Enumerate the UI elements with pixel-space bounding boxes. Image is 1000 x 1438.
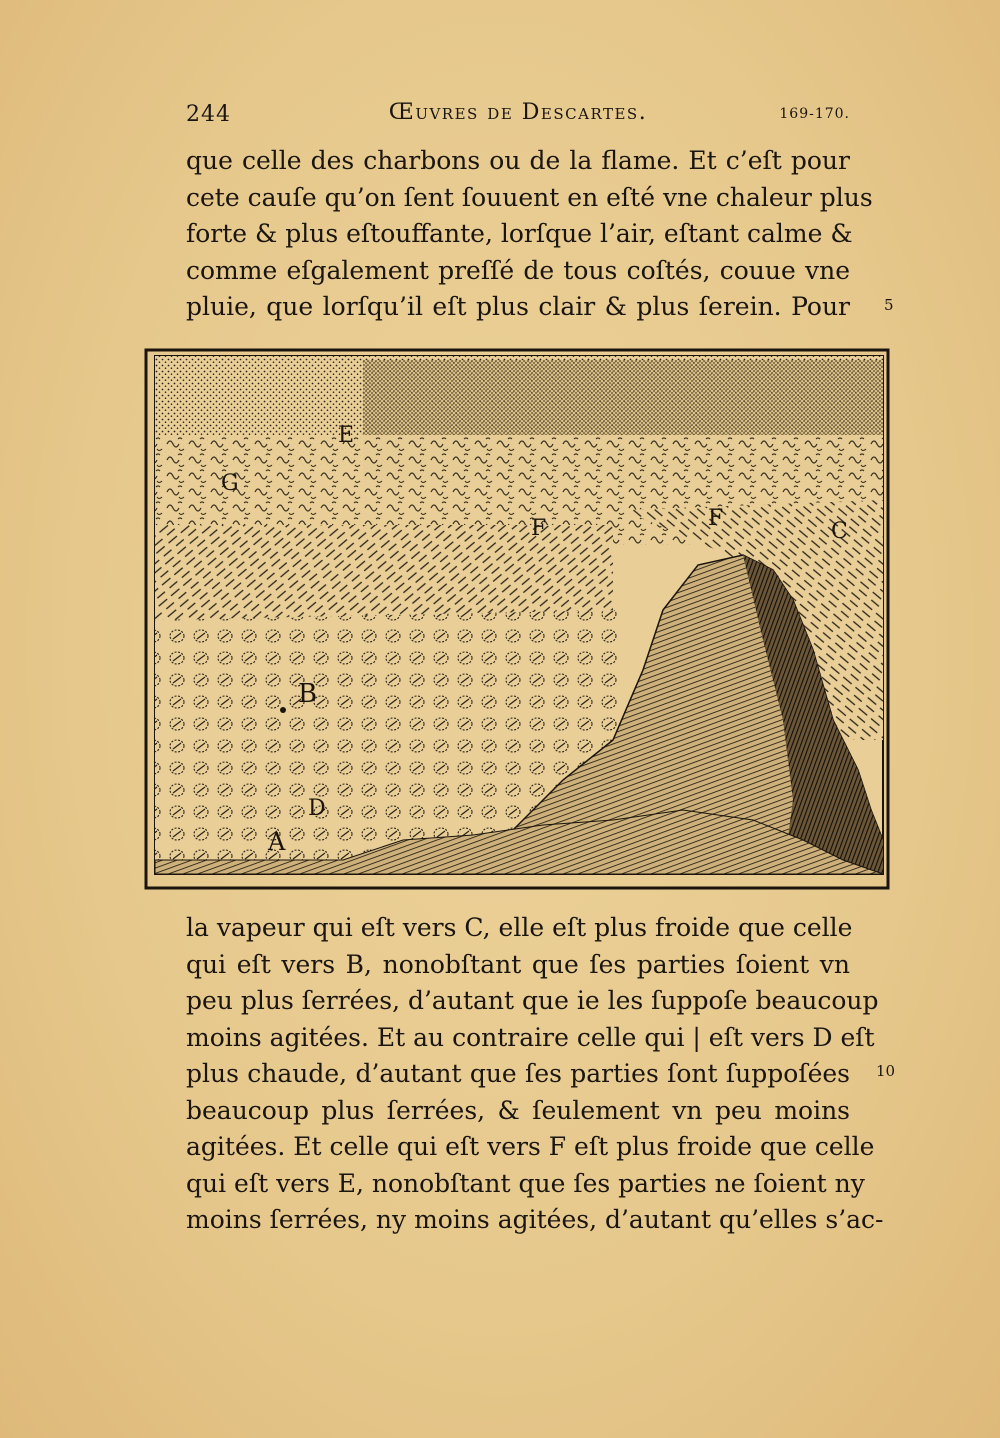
label-f-right: F [708, 506, 724, 531]
text-line: qui eſt vers B, nonobſtant que ſes parties ſoient vn [186, 949, 850, 979]
text-line: la vapeur qui eſt vers C, elle eſt plus froide que celle [186, 913, 853, 942]
label-d: D [308, 796, 326, 821]
label-e: E [338, 423, 355, 448]
label-g: G [221, 471, 239, 496]
text-line: que celle des charbons ou de la flame. Et c’eſt pour [186, 146, 850, 175]
text-line: agitées. Et celle qui eſt vers F eſt plus froide que celle [186, 1132, 875, 1161]
running-title: Œuvres de Descartes. [388, 100, 648, 125]
text-line: peu plus ſerrées, d’autant que ie les ſuppoſe beaucoup [186, 986, 879, 1015]
text-line: cete cauſe qu’on ſent ſouuent en eſté vne chaleur plus [186, 182, 873, 212]
text-line: comme eſgalement preſſé de tous coſtés, couue vne [186, 255, 850, 285]
label-b: B [298, 679, 318, 709]
label-c: C [831, 519, 848, 544]
text-line: moins ſerrées, ny moins agitées, d’autant qu’elles s’ac- [186, 1205, 884, 1234]
running-header [186, 98, 850, 132]
line-number-5: 5 [884, 296, 894, 314]
line-number-10: 10 [876, 1062, 896, 1080]
engraving-figure [143, 340, 891, 894]
text-line: moins agitées. Et au contraire celle qui | eſt vers D eſt [186, 1022, 875, 1052]
text-block-top [186, 143, 873, 326]
point-b [280, 707, 286, 713]
vapor-mountain-engraving [143, 340, 891, 894]
text-line: plus chaude, d’autant que ſes parties ſont ſuppoſées [186, 1059, 850, 1088]
text-line: qui eſt vers E, nonobſtant que ſes parties ne ſoient ny [186, 1168, 865, 1198]
label-f-left: F [531, 516, 547, 541]
text-block-bottom [186, 910, 884, 1239]
page-number: 244 [186, 102, 231, 127]
text-line: beaucoup plus ſerrées, & ſeulement vn peu moins [186, 1095, 850, 1125]
text-line: forte & plus eſtouffante, lorſque l’air, eſtant calme & [186, 219, 853, 248]
page-reference: 169-170. [779, 106, 850, 122]
label-a: A [268, 828, 286, 856]
text-line: pluie, que lorſqu’il eſt plus clair & plus ſerein. Pour [186, 292, 850, 321]
